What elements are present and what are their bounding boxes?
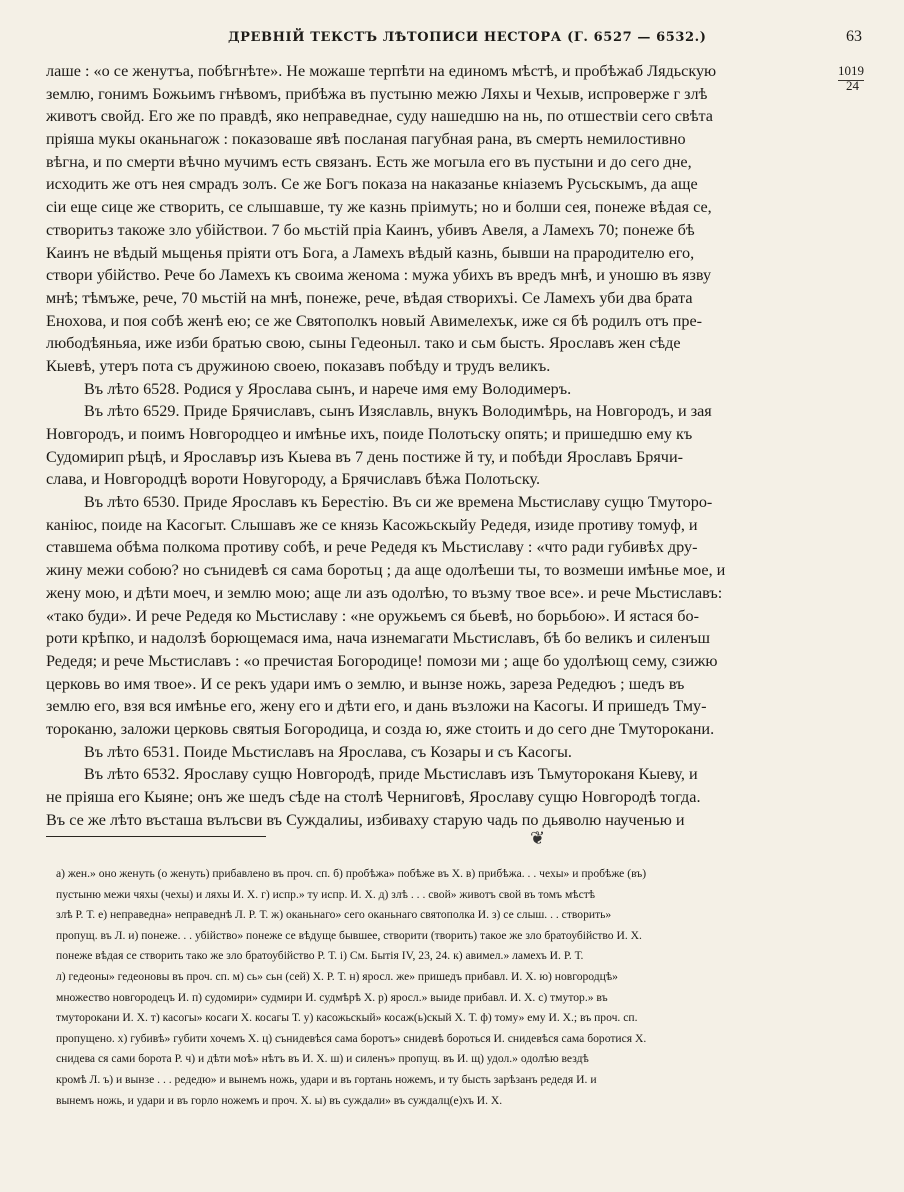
text-line: вѣгна, и по смерти вѣчно мучимъ есть связанъ. Есть же могыла его въ пустыни и до сего дне, <box>46 152 692 171</box>
footnote-line: вынемъ ножь, и удари и въ горло ножемъ и проч. Х. ы) въ суждали» въ суждалц(е)хъ И. Х. <box>56 1093 503 1107</box>
text-line: землю его, взя вся имѣнье его, жену его и дѣти его, и дань възложи на Касогы. И пришедъ Тму- <box>46 697 707 716</box>
text-line: Въ лѣто 6530. Приде Ярославъ къ Берестію. Въ си же времена Мьстиславу сущю Тмуторо- <box>84 493 713 512</box>
text-line: Въ лѣто 6528. Родися у Ярослава сынъ, и нарече имя ему Володимеръ. <box>84 379 572 398</box>
text-line: Енохова, и поя собѣ женѣ ею; се же Святополкъ новый Авимелехък, иже ся бѣ родилъ отъ пре- <box>46 311 703 330</box>
text-line: жину межи собою? но сънидевѣ ся сама боротьц ; да аще одолѣеши ты, то возмеши имѣнье мое, и <box>46 561 726 580</box>
footnote-line: пустыню межи чяхы (чехы) и ляхы И. Х. г) испр.» ту испр. И. Х. д) злѣ . . . свой» животъ свой въ томъ мѣстѣ <box>56 887 596 901</box>
running-title: ДРЕВНІЙ ТЕКСТЪ ЛѢТОПИСИ НЕСТОРА (Г. 6527 — 6532.) <box>228 30 707 45</box>
text-line: Въ лѣто 6529. Приде Брячиславъ, сынъ Изяславль, внукъ Володимѣрь, на Новгородъ, и зая <box>84 402 712 421</box>
text-line: Въ лѣто 6531. Поиде Мьстиславъ на Ярослава, съ Козары и съ Касогы. <box>84 742 572 761</box>
text-line: Въ лѣто 6532. Ярославу сущю Новгородѣ, приде Мьстиславъ изъ Тьмутороканя Кыеву, и <box>84 765 698 784</box>
footnote-line: а) жен.» оно женуть (о женуть) прибавлено въ проч. сп. б) пробѣжа» побѣже въ Х. в) прибѣжа. . . чехы» и пробѣже (въ) <box>56 867 647 880</box>
footnote-line: пропущ. въ Л. и) понеже. . . убійство» понеже се вѣдуще бывшее, створити (творить) такое же зло братоубійство И. Х. <box>56 928 642 942</box>
footnote-line: понеже вѣдая се створить тако же зло братоубійство Р. Т. і) См. Бытія IV, 23, 24. к) авимел.» ламехъ И. Р. Т. <box>56 949 584 963</box>
text-line: «тако буди». И рече Редедя ко Мьстиславу : «не оружьемъ ся бьевѣ, но борьбою». И ястася бо- <box>46 606 699 625</box>
text-line: роти крѣпко, и надолзѣ борющемася има, нача изнемагати Мьстиславъ, бѣ бо великъ и силенъш <box>46 629 710 648</box>
footnote-divider <box>46 836 266 837</box>
text-line: ставшема обѣма полкома противу собѣ, и рече Редедя къ Мьстиславу : «что ради губивѣх дру- <box>46 538 698 557</box>
footnote-line: кромѣ Л. ъ) и вынзе . . . редедю» и вынемъ ножь, удари и въ гортань ножемъ, и ту бысть зарѣзанъ редедя И. и <box>56 1072 597 1086</box>
ornament-icon: ❦ <box>530 828 546 848</box>
text-line: пріяша мукы оканьнагож : показоваше явѣ посланая пагубная рана, въ смерть немилостивно <box>46 130 686 149</box>
text-line: створи убійство. Рече бо Ламехъ къ своима женома : мужа убихъ въ вредъ мнѣ, и уношю въ язву <box>46 266 712 285</box>
text-line: животъ свойд. Его же по правдѣ, яко неправеднае, суду нашедшю на нь, по отшествіи сего свѣта <box>46 107 713 126</box>
footnote-line: злѣ Р. Т. е) неправедна» неправеднѣ Л. Р. Т. ж) оканьнаго» сего оканьнаго святополка И. з) се слыш. . . створить» <box>56 908 612 922</box>
footnote-line: пропущено. х) губивѣ» губити хочемъ Х. ц) сънидевѣся сама боротъ» снидевѣ бороться И. снидевѣся сама боротися Х. <box>56 1031 647 1045</box>
text-line: не пріяша его Кыяне; онъ же шедъ сѣде на столѣ Черниговѣ, Ярославу сущю Новгородѣ тогда. <box>46 788 701 806</box>
page-number: 63 <box>846 28 862 45</box>
text-line: Новгородъ, и поимъ Новгородцео и имѣнье ихъ, поиде Полотьску опять; и пришедшю ему къ <box>46 425 693 443</box>
text-line: каніюс, поиде на Касогыт. Слышавъ же се князь Касожьскыйу Редедя, изиде противу томуф, и <box>46 515 698 534</box>
text-line: тороканю, заложи церковь святыя Богородица, и созда ю, яже стоить и до сего дне Тмуторокани. <box>46 719 715 738</box>
text-line: Въ се же лѣто въсташа вълъсви въ Суждалиы, избиваху старую чадь по дьяволю наученью и <box>46 810 685 829</box>
margin-year: 1019 <box>838 63 864 78</box>
text-line: жену мою, и дѣти моеч, и землю мою; аще ли азъ одолѣю, то възму твое все». и рече Мьстиславъ: <box>46 583 723 602</box>
text-line: створитьз такоже зло убійствои. 7 бо мьстій пріа Каинъ, убивъ Авеля, а Ламехъ 70; понеже бѣ <box>46 220 695 239</box>
text-line: землю, гонимъ Божьимъ гнѣвомъ, прибѣжа въ пустыню межю Ляхы и Чехыв, испроверже г злѣ <box>46 84 708 103</box>
text-line: Кыевѣ, утеръ пота съ дружиною своею, показавъ побѣду и трудъ великъ. <box>46 356 551 375</box>
page-header <box>48 26 864 54</box>
footnote-line: множество новгородецъ И. п) судомири» судмири И. судмѣрѣ Х. р) яросл.» выиде прибавл. И. Х. с) тмутор.» въ <box>56 990 608 1004</box>
footnote-line: л) гедеоны» гедеоновы въ проч. сп. м) сь» сьн (сей) Х. Р. Т. н) яросл. же» пришедъ прибавл. И. Х. ю) новгородцѣ» <box>56 969 618 983</box>
text-line: Каинъ не вѣдый мьщенья пріяти отъ Бога, а Ламехъ вѣдый казнь, бывши на прародителю его, <box>46 243 695 262</box>
footnote-line: тмуторокани И. Х. т) касогы» косаги Х. косагы Т. у) касожьскый» косаж(ь)скый Х. Т. ф) тому» ему И. Х.; въ проч. сп. <box>56 1011 638 1025</box>
chronicle-text <box>46 60 834 831</box>
text-line: исходить же отъ нея смрадъ золъ. Се же Богъ показа на наказанье кнiаземъ Русьскымъ, да аще <box>46 175 698 194</box>
text-line: церковь во имя твое». И се рекъ удари имъ о землю, и вынзе ножь, зареза Редедюъ ; шедъ въ <box>46 674 685 693</box>
text-line: любодѣяньяа, иже изби братью свою, сыны Гедеоныл. тако и сьм бысть. Ярославъ жен сѣде <box>46 334 681 353</box>
text-line: мнѣ; тѣмъже, рече, 70 мьстій на мнѣ, понеже, рече, вѣдая створихъі. Се Ламехъ уби два брата <box>46 288 693 307</box>
text-line: лаше : «о се женутъа, побѣгнѣте». Не можаше терпѣти на единомъ мѣстѣ, и пробѣжаб Лядьскую <box>46 62 717 80</box>
text-line: слава, и Новгородцѣ вороти Новугороду, а Брячиславъ бѣжа Полотьску. <box>46 470 541 489</box>
footnote-line: снидева ся сами борота Р. ч) и дѣти моѣ» нѣтъ въ И. Х. ш) и силенъ» пропущ. въ И. щ) удол.» одолѣю вездѣ <box>56 1052 589 1066</box>
text-line: Судомирип рѣцѣ, и Ярославър изъ Кыева въ 7 день постиже й ту, и побѣди Ярославъ Брячи- <box>46 447 683 466</box>
margin-year-range-end: 24 <box>846 78 859 93</box>
text-line: Редедя; и рече Мьстиславъ : «о пречистая Богородице! помози ми ; аще бо удолѣющ сему, сзижю <box>46 651 718 670</box>
footnotes <box>56 864 866 1111</box>
text-line: сіи еще сице же створить, се слышавше, ту же казнь пріимуть; но и болши сея, понеже вѣдая се, <box>46 198 712 217</box>
